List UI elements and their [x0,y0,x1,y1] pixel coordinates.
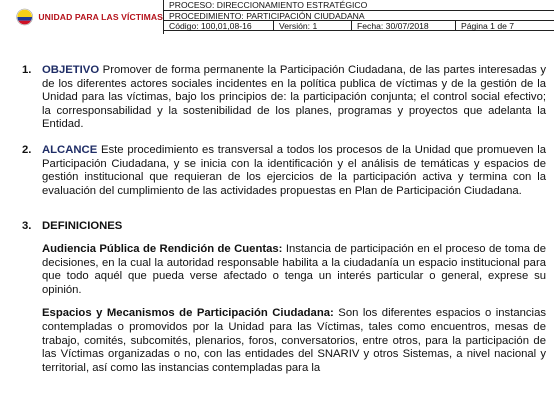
header-fecha: Fecha: 30/07/2018 [352,21,456,30]
section-alcance [22,144,546,198]
definition-term: Audiencia Pública de Rendición de Cuentas: [42,242,283,255]
header-table [164,0,554,34]
section-objetivo [22,64,546,132]
section-text: Este procedimiento es transversal a todos los procesos de la Unidad que promueven la Participación Ciudadana, y se inicia con la identificación y el análisis de temáticas y espacios de gestión institucional que requieran de los ejercicios de la participación activa y termina con la evaluación del cumplimiento de las actividades propuestas en Plan de Participación Ciudadana. [42,143,546,197]
definition-text: Son los diferentes espacios o instancias contempladas o promovidos por la Unidad para las Víctimas, tales como encuentros, mesas de trabajo, comités, subcomités, plenarios, foros, conversatorios, entre otros, para la participación de las Víctimas organizadas o no, con las entidades del SNARIV y otros Sistemas, a nivel nacional y territorial, así como las instancias contempladas para la [42,307,546,374]
section-text: Promover de forma permanente la Participación Ciudadana, de las partes interesadas y de los diferentes actores sociales incidentes en la política publica de víctimas y de la gestión de la Unidad para las víctimas, bajo los principios de: la participación conjunta; el control social efectivo; la corresponsabilidad y la sostenibilidad de los planes, programas y proyectos que adelanta la Entidad. [42,64,546,131]
section-alcance-body [42,144,546,198]
definition-item [42,243,546,297]
section-title: OBJETIVO [42,64,100,76]
section-objetivo-body [42,64,546,132]
colombia-flag-seal-icon [16,4,33,30]
definition-term: Espacios y Mecanismos de Participación Ciudadana: [42,307,334,320]
document-body [22,64,546,385]
section-number: 3. [22,220,32,233]
section-definiciones [22,220,546,234]
section-number: 2. [22,143,32,156]
logo-text: UNIDAD PARA LAS VÍCTIMAS [38,12,163,22]
section-title: DEFINICIONES [42,220,123,233]
header-version: Versión: 1 [274,21,352,30]
header-pagina: Página 1 de 7 [461,21,515,31]
section-definiciones-body [42,220,546,234]
header-codigo: Código: 100,01,08-16 [164,21,274,30]
document-header [8,0,554,34]
header-procedimiento: PROCEDIMIENTO: PARTICIPACIÓN CIUDADANA [164,10,554,21]
section-number: 1. [22,64,32,76]
header-meta-row [164,20,554,31]
definition-text: Instancia de participación en el proceso de toma de decisiones, en la cual la autoridad responsable habilita a la ciudadanía un espacio institucional para que todo aquél que pueda verse afectado o tenga un interés particular o general, exprese su opinión. [42,242,546,296]
logo [8,0,164,34]
header-proceso: PROCESO: DIRECCIONAMIENTO ESTRATÉGICO [164,0,554,11]
definition-item [42,307,546,375]
section-title: ALCANCE [42,143,98,156]
